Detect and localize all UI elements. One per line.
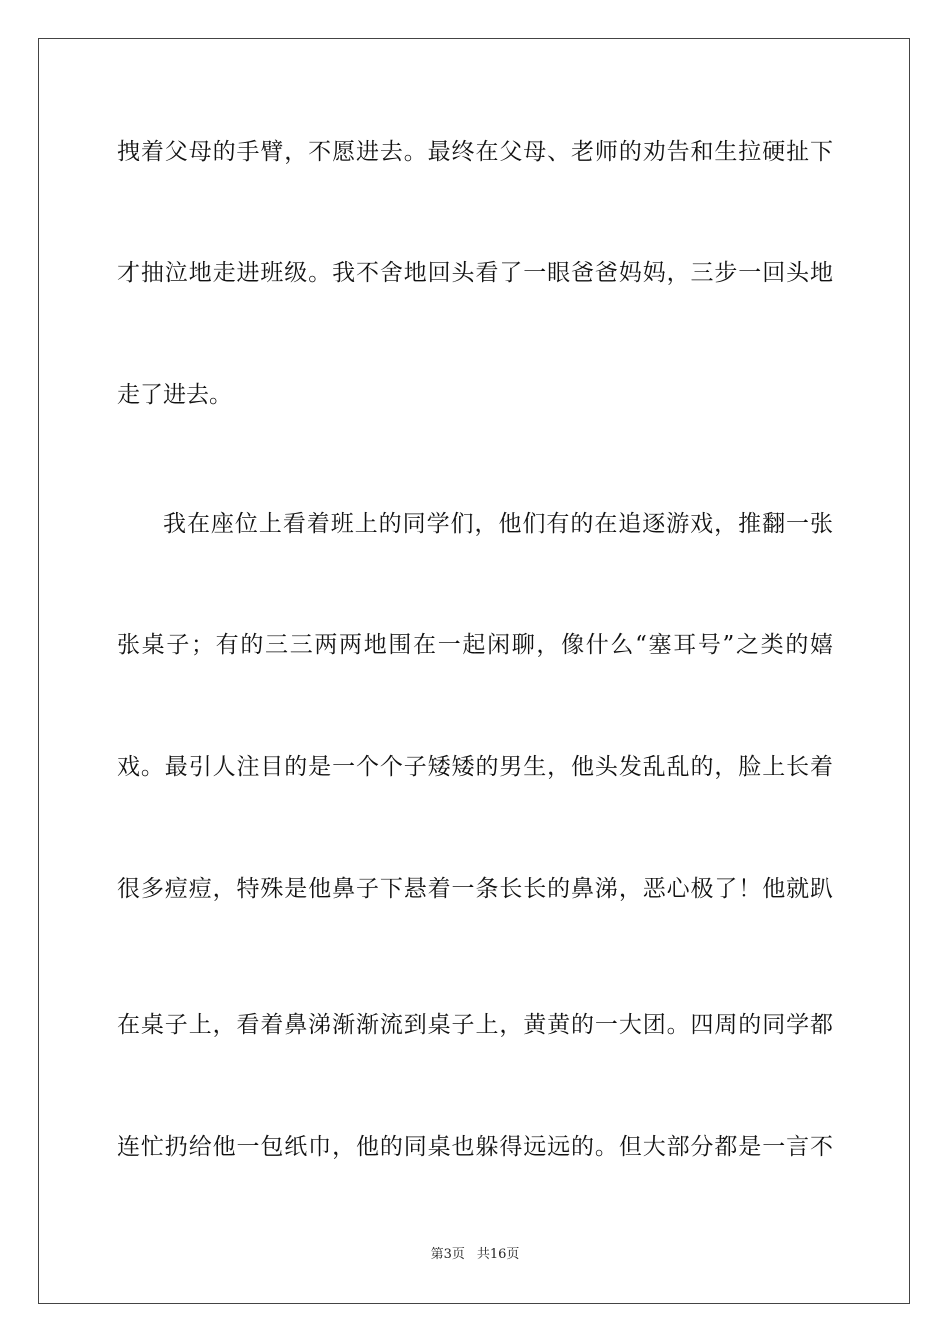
page-footer <box>0 1246 950 1264</box>
text-line-8: 在桌子上，看着鼻涕渐渐流到桌子上，黄黄的一大团。四周的同学都 <box>117 1012 833 1038</box>
text-line-6: 戏。最引人注目的是一个个子矮矮的男生，他头发乱乱的，脸上长着 <box>117 754 833 780</box>
page-border <box>38 38 910 1304</box>
text-line-2: 才抽泣地走进班级。我不舍地回头看了一眼爸爸妈妈，三步一回头地 <box>117 260 833 286</box>
text-line-4: 我在座位上看着班上的同学们，他们有的在追逐游戏，推翻一张 <box>163 511 833 537</box>
text-line-7: 很多痘痘，特殊是他鼻子下悬着一条长长的鼻涕，恶心极了！他就趴 <box>117 876 833 902</box>
text-line-5: 张桌子；有的三三两两地围在一起闲聊，像什么“塞耳号”之类的嬉 <box>117 632 833 658</box>
text-line-1: 拽着父母的手臂，不愿进去。最终在父母、老师的劝告和生拉硬扯下 <box>117 139 833 165</box>
text-line-9: 连忙扔给他一包纸巾，他的同桌也躲得远远的。但大部分都是一言不 <box>117 1134 833 1160</box>
page-number-total: 共16页 <box>476 1247 520 1262</box>
page-number-current: 第3页 <box>430 1247 465 1262</box>
text-line-3: 走了进去。 <box>117 382 232 408</box>
